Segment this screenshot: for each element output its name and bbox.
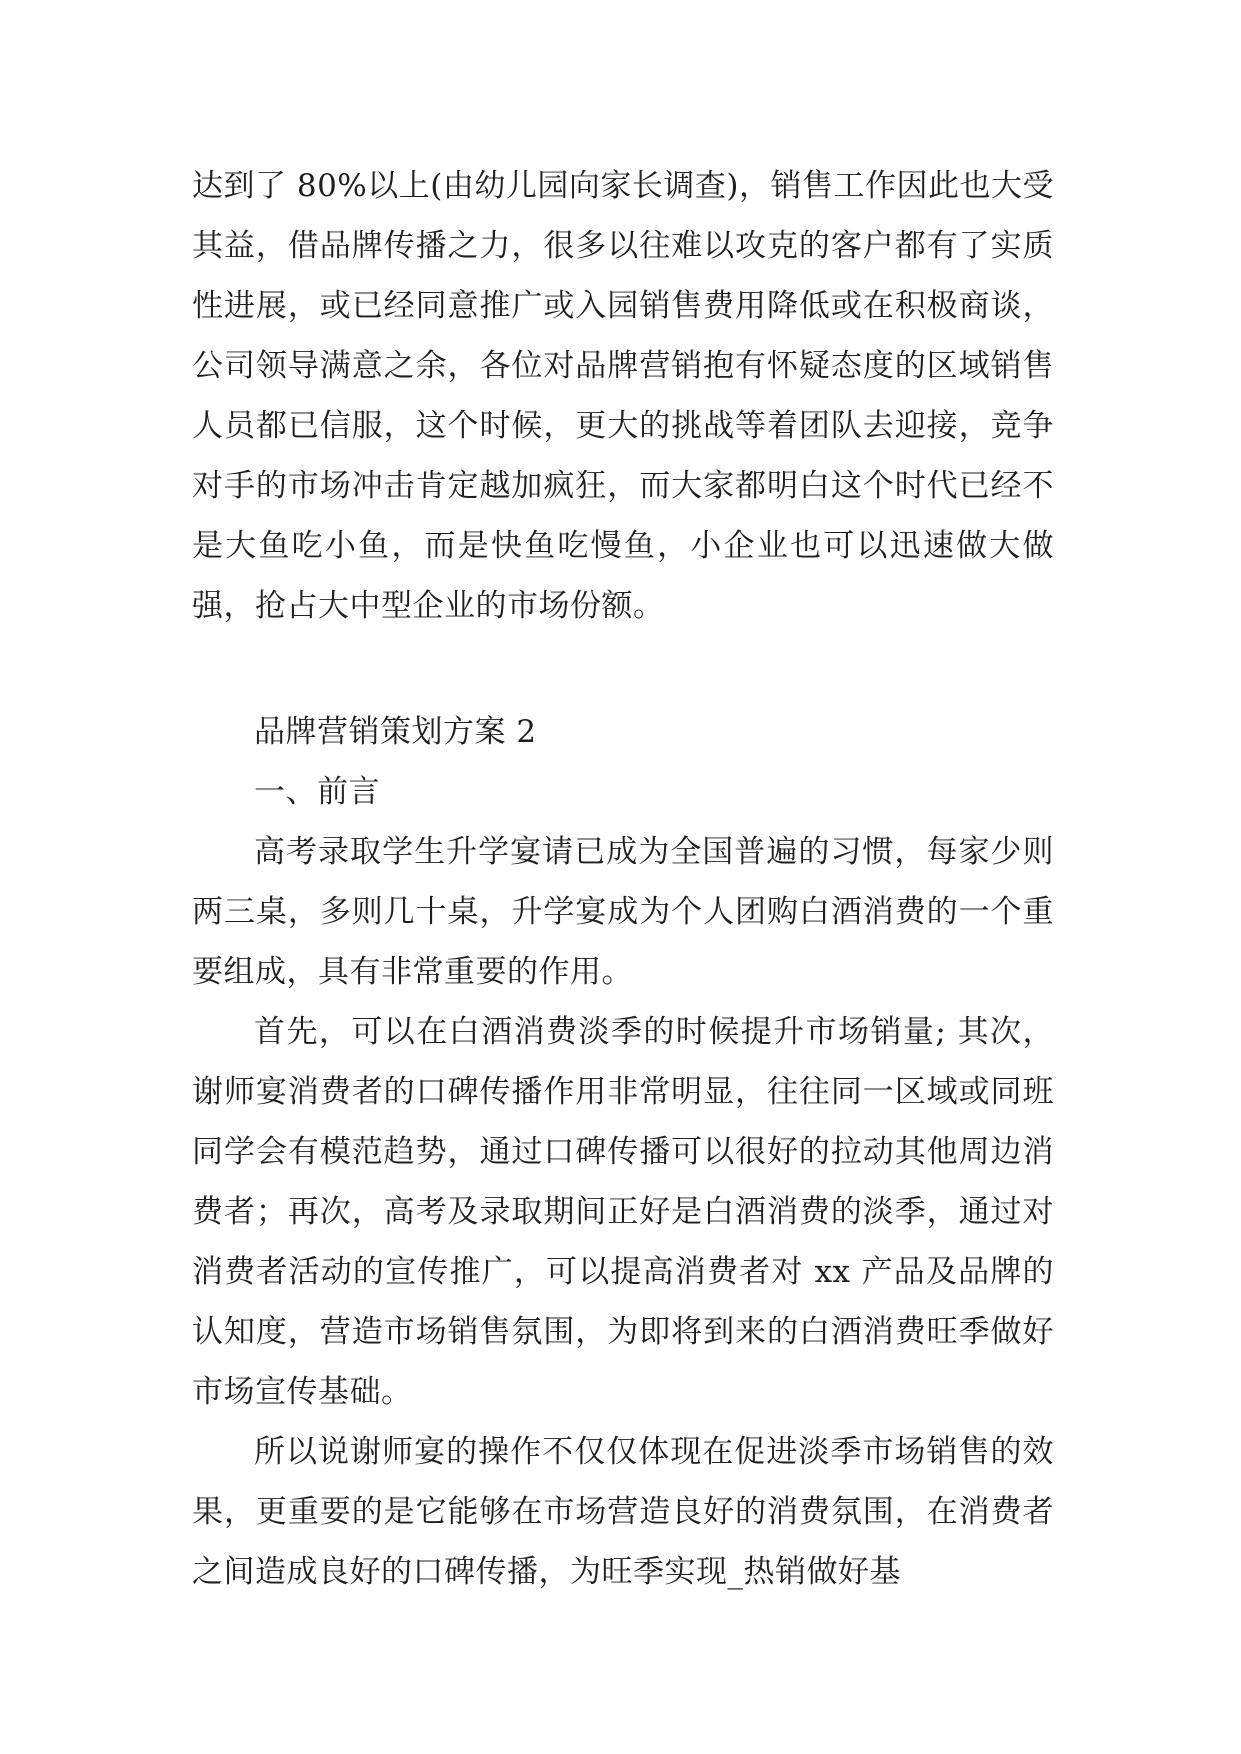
paragraph-benefits: 首先，可以在白酒消费淡季的时候提升市场销量; 其次，谢师宴消费者的口碑传播作用非常明显，往往同一区域或同班同学会有模范趋势，通过口碑传播可以很好的拉动其他周边消费者；再次，高考及录取期间正好是白酒消费的淡季，通过对消费者活动的宣传推广，可以提高消费者对 xx 产品及品牌的认知度，营造市场销售氛围，为即将到来的白酒消费旺季做好市场宣传基础。 bbox=[192, 1014, 1054, 1410]
paragraph-conclusion: 所以说谢师宴的操作不仅仅体现在促进淡季市场销售的效果，更重要的是它能够在市场营造良好的消费氛围，在消费者之间造成良好的口碑传播，为旺季实现_热销做好基 bbox=[192, 1434, 1054, 1590]
section-title: 品牌营销策划方案 2 bbox=[254, 714, 537, 750]
section-heading: 一、前言 bbox=[254, 774, 380, 810]
paragraph-intro: 高考录取学生升学宴请已成为全国普遍的习惯，每家少则两三桌，多则几十桌，升学宴成为个人团购白酒消费的一个重要组成，具有非常重要的作用。 bbox=[192, 834, 1054, 990]
document-page bbox=[192, 156, 1054, 1602]
paragraph-continuation: 达到了 80%以上(由幼儿园向家长调查)，销售工作因此也大受其益，借品牌传播之力，很多以往难以攻克的客户都有了实质性进展，或已经同意推广或入园销售费用降低或在积极商谈，公司领导满意之余，各位对品牌营销抱有怀疑态度的区域销售人员都已信服，这个时候，更大的挑战等着团队去迎接，竞争对手的市场冲击肯定越加疯狂，而大家都明白这个时代已经不是大鱼吃小鱼，而是快鱼吃慢鱼，小企业也可以迅速做大做强，抢占大中型企业的市场份额。 bbox=[192, 168, 1054, 624]
section-spacer bbox=[192, 636, 1054, 702]
